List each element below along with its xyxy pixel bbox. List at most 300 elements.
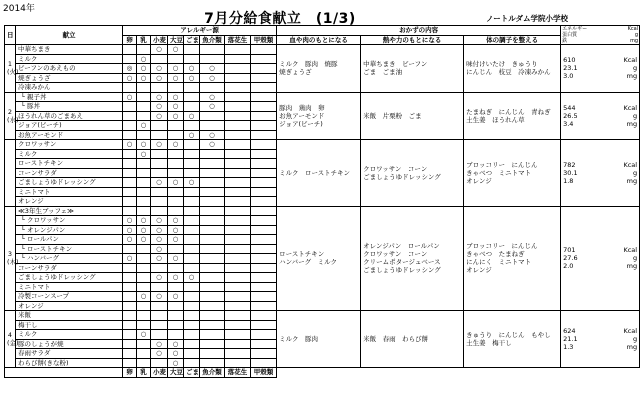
allergen-mark [151, 168, 168, 178]
allergen-mark [184, 187, 200, 197]
allergen-mark: ○ [184, 111, 200, 121]
table-row [5, 206, 640, 216]
allergen-mark [225, 273, 251, 283]
nutrition-value: 1.8 [563, 176, 574, 185]
allergen-mark [251, 140, 277, 150]
menu-item: ジョア(ピーチ) [16, 121, 123, 131]
nutrition-line [563, 169, 637, 177]
allergen-mark [251, 301, 277, 311]
text-line: ブロッコリー にんじん [466, 160, 538, 169]
allergen-mark [137, 320, 151, 330]
allergen-mark: ○ [168, 273, 184, 283]
menu-item: 焼ぎょうざ [16, 73, 123, 83]
nutrition-value: 782 [563, 160, 576, 169]
allergen-mark [251, 197, 277, 207]
allergen-mark [184, 320, 200, 330]
allergen-mark [123, 102, 137, 112]
allergen-mark: ○ [151, 254, 168, 264]
text-line: にんにく ミニトマト [466, 258, 532, 267]
allergen-mark: ○ [168, 254, 184, 264]
allergen-mark [251, 235, 277, 245]
allergen-mark [200, 254, 225, 264]
text-line: 米飯 春雨 わらび餅 [363, 335, 429, 343]
heat-foods [361, 45, 464, 93]
day-cell [5, 92, 19, 140]
allergen-mark: ○ [168, 73, 184, 83]
nutrition-value: 3.0 [563, 72, 574, 81]
year-label: 2014年 [3, 4, 35, 14]
allergen-footer-6: 落花生 [225, 368, 251, 378]
allergen-mark [137, 244, 151, 254]
allergen-mark [225, 358, 251, 368]
nutrition-values [561, 45, 640, 93]
allergen-mark [168, 330, 184, 340]
allergen-mark [184, 244, 200, 254]
allergen-mark [225, 244, 251, 254]
allergen-mark [184, 330, 200, 340]
allergen-mark [151, 83, 168, 93]
allergen-mark [200, 216, 225, 226]
allergen-mark [184, 159, 200, 169]
allergen-header-1: 乳 [137, 35, 151, 45]
menu-item: └ ローストチキン [16, 244, 123, 254]
allergen-header-3: 大豆 [168, 35, 184, 45]
nutrition-unit: mg [626, 343, 638, 351]
allergen-mark [225, 330, 251, 340]
allergen-mark [184, 235, 200, 245]
allergen-mark [251, 92, 277, 102]
text-line: クロワッサン コーン [363, 164, 428, 173]
allergen-mark [225, 140, 251, 150]
allergen-mark [123, 45, 137, 55]
nutrition-unit: Kcal [623, 103, 638, 112]
allergen-mark [151, 206, 168, 216]
allergen-mark [123, 130, 137, 140]
allergen-mark [251, 244, 277, 254]
allergen-mark [251, 149, 277, 159]
allergen-mark [225, 197, 251, 207]
allergen-mark [168, 187, 184, 197]
allergen-mark: ○ [184, 130, 200, 140]
allergen-mark [184, 339, 200, 349]
blood-header: 血や肉のもとになる [277, 35, 361, 45]
allergen-mark [200, 83, 225, 93]
allergen-mark [225, 292, 251, 302]
allergen-mark [151, 320, 168, 330]
allergen-mark [251, 225, 277, 235]
allergen-mark [168, 282, 184, 292]
allergen-mark [168, 263, 184, 273]
allergen-mark [137, 45, 151, 55]
menu-item: ローストチキン [16, 159, 123, 169]
side-header: おかずの内容 [277, 26, 561, 36]
nutrition-line [563, 262, 637, 270]
allergen-mark [200, 320, 225, 330]
allergen-mark [184, 140, 200, 150]
allergen-header-2: 小麦 [151, 35, 168, 45]
allergen-mark: ○ [137, 149, 151, 159]
allergen-footer-3: 大豆 [168, 368, 184, 378]
menu-item: ≪3年生ブッフェ≫ [16, 206, 123, 216]
text-line: きゃべつ ミニトマト [466, 168, 532, 177]
text-line: オレンジ [466, 176, 492, 185]
allergen-mark: ○ [137, 235, 151, 245]
menu-item: 冷製コーンスープ [16, 292, 123, 302]
nutrition-unit: Kcal [623, 160, 638, 169]
text-line: ミルク 豚肉 [279, 335, 318, 343]
nutrition-header [561, 26, 640, 45]
text-line: 土生姜 梅干し [466, 339, 512, 347]
menu-item: └ 豚丼 [16, 102, 123, 112]
allergen-mark [225, 254, 251, 264]
menu-item: └ 親子丼 [16, 92, 123, 102]
allergen-mark [225, 263, 251, 273]
table-row [5, 311, 640, 321]
menu-item: ごましょうゆドレッシング [16, 178, 123, 188]
menu-item: ミニトマト [16, 282, 123, 292]
allergen-mark [200, 301, 225, 311]
allergen-mark [168, 206, 184, 216]
nutrition-unit: mg [626, 176, 638, 185]
text-line: 米飯 片栗粉 ごま [363, 111, 422, 120]
allergen-mark: ○ [123, 254, 137, 264]
allergen-mark [184, 45, 200, 55]
allergen-mark: ○ [168, 225, 184, 235]
allergen-mark [137, 273, 151, 283]
nutrition-line [563, 72, 637, 80]
menu-item: 春雨サラダ [16, 349, 123, 359]
allergen-mark [151, 121, 168, 131]
allergen-mark [225, 339, 251, 349]
allergen-mark [123, 197, 137, 207]
nutrition-value: 544 [563, 103, 576, 112]
allergen-mark [225, 64, 251, 74]
nutrition-value: 26.5 [563, 111, 578, 120]
allergen-mark: ○ [168, 102, 184, 112]
allergen-mark [151, 311, 168, 321]
allergen-mark: ○ [151, 273, 168, 283]
menu-item: ピーフンのあえもの [16, 64, 123, 74]
allergen-mark [200, 206, 225, 216]
menu-item: ごましょうゆドレッシング [16, 273, 123, 283]
allergen-mark [137, 102, 151, 112]
allergen-mark [251, 320, 277, 330]
blood-foods [277, 311, 361, 368]
allergen-mark: ○ [123, 216, 137, 226]
text-line: 土生姜 ほうれん草 [466, 115, 525, 124]
nutrition-header-label: エネルギー [562, 26, 588, 32]
allergen-mark [151, 54, 168, 64]
allergen-mark: ○ [137, 225, 151, 235]
menu-item: ミルク [16, 54, 123, 64]
nutrition-line [563, 335, 637, 343]
allergen-mark [251, 254, 277, 264]
nutrition-unit: g [632, 64, 638, 73]
allergen-mark [251, 273, 277, 283]
nutrition-value: 1.3 [563, 343, 574, 351]
menu-item: └ クロワッサン [16, 216, 123, 226]
allergen-header-6: 落花生 [225, 35, 251, 45]
menu-item: ミルク [16, 330, 123, 340]
allergen-mark [200, 187, 225, 197]
allergen-mark [184, 358, 200, 368]
allergen-mark [151, 301, 168, 311]
nutrition-value: 27.6 [563, 254, 578, 263]
nutrition-value: 30.1 [563, 168, 578, 177]
nutrition-line [563, 161, 637, 169]
nutrition-line [563, 120, 637, 128]
allergen-mark [200, 292, 225, 302]
allergen-footer-7: 甲殻類 [251, 368, 277, 378]
allergen-mark: ○ [151, 216, 168, 226]
allergen-mark [200, 159, 225, 169]
allergen-mark [251, 349, 277, 359]
allergen-mark: ○ [137, 73, 151, 83]
nutrition-value: 21.1 [563, 335, 578, 343]
text-line: たまねぎ にんじん 青ねぎ [466, 107, 551, 116]
menu-item: └ ハンバーグ [16, 254, 123, 264]
allergen-mark [137, 197, 151, 207]
allergen-mark [251, 311, 277, 321]
allergen-mark [251, 339, 277, 349]
allergen-mark [168, 54, 184, 64]
allergen-mark [251, 111, 277, 121]
allergen-mark [225, 225, 251, 235]
allergen-mark [251, 187, 277, 197]
nutrition-value: 610 [563, 56, 576, 65]
body-foods [464, 140, 561, 207]
allergen-mark [225, 349, 251, 359]
allergen-mark: ◎ [123, 64, 137, 74]
allergen-mark: ○ [151, 64, 168, 74]
allergen-mark: ○ [168, 358, 184, 368]
text-line: ミルク ローストチキン [279, 168, 351, 177]
nutrition-header-unit: Kcal [627, 26, 639, 32]
allergen-mark: ○ [168, 92, 184, 102]
allergen-mark [184, 282, 200, 292]
footer-pad [277, 368, 640, 378]
nutrition-line [563, 104, 637, 112]
allergen-mark [225, 301, 251, 311]
allergen-mark: ○ [151, 102, 168, 112]
allergen-header-0: 卵 [123, 35, 137, 45]
allergen-mark [184, 311, 200, 321]
allergen-mark: ○ [151, 73, 168, 83]
allergen-mark [200, 178, 225, 188]
allergen-mark [168, 130, 184, 140]
allergen-mark [137, 168, 151, 178]
allergen-mark [225, 121, 251, 131]
nutrition-unit: Kcal [623, 327, 638, 335]
allergen-mark [251, 216, 277, 226]
nutrition-unit: g [632, 168, 638, 177]
allergen-mark [200, 263, 225, 273]
menu-table [4, 25, 640, 378]
day-of-week: (火) [7, 68, 19, 77]
allergen-mark [251, 263, 277, 273]
menu-item: ほうれん草のごまあえ [16, 111, 123, 121]
allergen-mark [200, 235, 225, 245]
allergen-mark: ○ [151, 339, 168, 349]
allergen-mark: ○ [168, 235, 184, 245]
allergen-mark [225, 178, 251, 188]
allergen-mark [251, 83, 277, 93]
allergen-mark [251, 178, 277, 188]
allergen-mark [251, 64, 277, 74]
allergen-mark [200, 358, 225, 368]
blood-foods [277, 92, 361, 140]
menu-item: 米飯 [16, 311, 123, 321]
allergen-mark [251, 45, 277, 55]
allergen-mark [123, 121, 137, 131]
text-line: にんじん 枝豆 冷凍みかん [466, 68, 551, 77]
menu-item: お魚アーモンド [16, 130, 123, 140]
allergen-mark: ○ [168, 349, 184, 359]
allergen-mark [168, 168, 184, 178]
allergen-mark [200, 54, 225, 64]
allergen-mark [137, 178, 151, 188]
body-foods [464, 311, 561, 368]
menu-item: クロワッサン [16, 140, 123, 150]
day-number: 2 [7, 107, 13, 116]
allergen-mark: ○ [137, 330, 151, 340]
allergen-mark: ○ [137, 121, 151, 131]
allergen-mark [225, 168, 251, 178]
allergen-mark [168, 311, 184, 321]
body-foods [464, 92, 561, 140]
allergen-mark [137, 349, 151, 359]
day-header: 日 [5, 26, 16, 45]
allergen-mark [168, 121, 184, 131]
day-number: 1 [7, 60, 13, 69]
menu-item: オレンジ [16, 197, 123, 207]
allergen-mark: ○ [200, 92, 225, 102]
allergen-mark [225, 73, 251, 83]
body-foods [464, 206, 561, 311]
allergen-mark: ○ [168, 45, 184, 55]
header-row-1 [5, 26, 640, 36]
allergen-mark [225, 45, 251, 55]
text-line: きゅうり にんじん もやし [466, 331, 551, 339]
allergen-mark [200, 349, 225, 359]
nutrition-header-line [562, 38, 638, 44]
blood-foods [277, 45, 361, 93]
allergen-mark [225, 235, 251, 245]
allergen-mark [225, 311, 251, 321]
nutrition-line [563, 254, 637, 262]
day-cell [5, 140, 16, 207]
allergen-mark [184, 92, 200, 102]
allergen-mark [251, 130, 277, 140]
table-row [5, 140, 640, 150]
allergen-mark [123, 349, 137, 359]
nutrition-line [563, 246, 637, 254]
allergy-header: アレルギー源 [123, 26, 277, 36]
allergen-mark [151, 159, 168, 169]
allergen-mark [225, 54, 251, 64]
allergen-mark: ○ [151, 140, 168, 150]
allergen-footer-0: 卵 [123, 368, 137, 378]
day-of-week: (水) [7, 115, 19, 124]
allergen-mark: ○ [151, 349, 168, 359]
allergen-mark [168, 244, 184, 254]
text-line: オレンジパン ロールパン [363, 242, 440, 251]
allergen-mark [123, 83, 137, 93]
nutrition-line [563, 343, 637, 351]
allergen-mark [123, 187, 137, 197]
text-line: オレンジ [466, 266, 492, 275]
allergen-footer-1: 乳 [137, 368, 151, 378]
allergen-mark [251, 121, 277, 131]
allergen-mark: ○ [137, 216, 151, 226]
allergen-mark: ○ [137, 54, 151, 64]
allergen-mark: ○ [151, 225, 168, 235]
allergen-mark [184, 149, 200, 159]
table-row [5, 92, 640, 102]
allergen-mark [123, 168, 137, 178]
allergen-mark [123, 282, 137, 292]
body-header: 体の調子を整える [464, 35, 561, 45]
day-number: 4 [7, 331, 13, 339]
nutrition-unit: mg [626, 119, 638, 128]
heat-foods [361, 206, 464, 311]
menu-item: オレンジ [16, 301, 123, 311]
allergen-mark [184, 168, 200, 178]
allergen-mark: ○ [200, 140, 225, 150]
menu-item: わらび餅(きな粉) [16, 358, 123, 368]
allergen-mark: ○ [151, 292, 168, 302]
allergen-mark [200, 282, 225, 292]
allergen-mark [200, 273, 225, 283]
allergen-mark [168, 197, 184, 207]
allergen-mark [151, 358, 168, 368]
allergen-mark [151, 282, 168, 292]
nutrition-unit: Kcal [623, 56, 638, 65]
allergen-mark [251, 206, 277, 216]
allergen-mark: ○ [123, 235, 137, 245]
menu-item: └ オレンジパン [16, 225, 123, 235]
nutrition-unit: g [632, 254, 638, 263]
allergen-mark [137, 130, 151, 140]
menu-item: ミニトマト [16, 187, 123, 197]
allergen-mark [225, 216, 251, 226]
allergen-mark [137, 92, 151, 102]
allergen-mark: ○ [151, 244, 168, 254]
text-line: ごま ごま油 [363, 68, 403, 77]
nutrition-header-label: 蛋白質 [562, 32, 578, 38]
allergen-mark: ○ [123, 140, 137, 150]
allergen-mark [225, 206, 251, 216]
day-number: 3 [7, 250, 13, 259]
allergen-mark [251, 73, 277, 83]
nutrition-unit: mg [626, 72, 638, 81]
allergen-mark [184, 206, 200, 216]
allergen-mark [184, 54, 200, 64]
allergen-mark [251, 292, 277, 302]
allergen-mark: ○ [184, 273, 200, 283]
allergen-mark [168, 83, 184, 93]
allergen-mark [151, 187, 168, 197]
text-line: ジョア(ピーチ) [279, 119, 323, 128]
allergen-mark [137, 311, 151, 321]
allergen-mark: ○ [137, 64, 151, 74]
text-line: ごましょうゆドレッシング [363, 266, 441, 275]
text-line: ごましょうゆドレッシング [363, 172, 441, 181]
allergen-mark: ○ [184, 178, 200, 188]
allergen-mark: ○ [168, 292, 184, 302]
allergen-mark: ○ [200, 64, 225, 74]
allergen-mark [225, 149, 251, 159]
